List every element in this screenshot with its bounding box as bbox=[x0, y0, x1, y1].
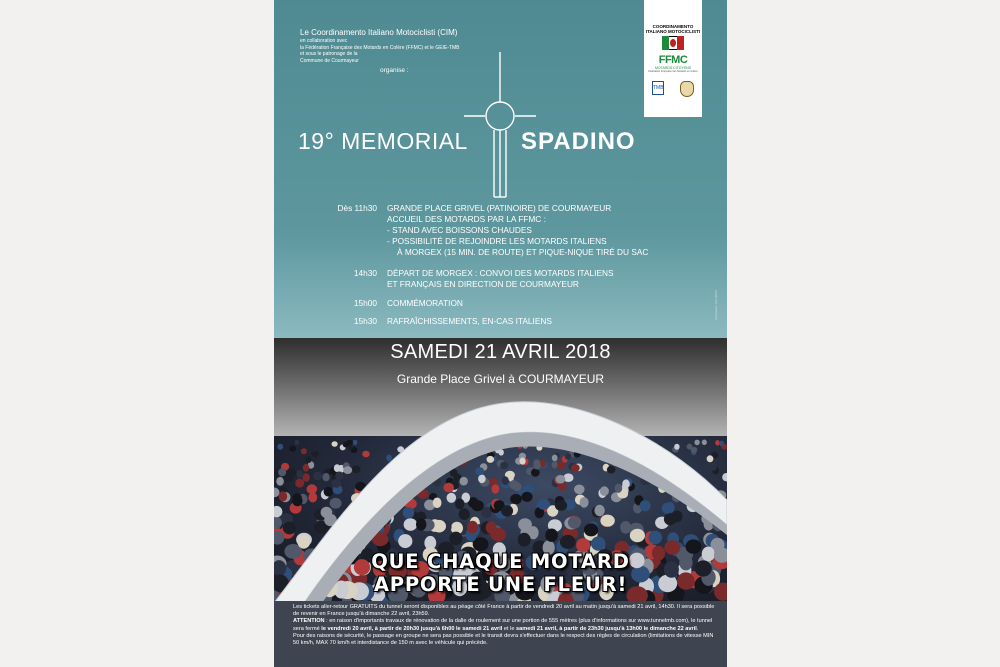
memorial-cross-icon bbox=[464, 52, 536, 202]
schedule-line: ET FRANÇAIS EN DIRECTION DE COURMAYEUR bbox=[387, 279, 579, 289]
ffmc-logo: FFMC bbox=[658, 54, 688, 66]
event-date: SAMEDI 21 AVRIL 2018 bbox=[390, 341, 611, 363]
footer-paragraph: Les tickets aller-retour GRATUITS du tunnel seront disponibles au péage côté France à partir de vendredi 20 avril au matin jusqu'à samedi 21 avril, 14h30. Il sera possible de revenir en France jusqu'à dimanche 22 avril, 23h59. bbox=[293, 604, 715, 618]
schedule-line: - POSSIBILITÉ DE REJOINDRE LES MOTARDS ITALIENS bbox=[387, 236, 607, 246]
footer-text: et le bbox=[502, 625, 517, 632]
attention-label: ATTENTION bbox=[293, 618, 325, 625]
schedule-time: 14h30 bbox=[353, 268, 377, 278]
schedule-time: Dès 11h30 bbox=[337, 203, 377, 213]
footer-paragraph-attention bbox=[293, 618, 719, 632]
crest-row bbox=[644, 81, 702, 97]
organizer-line: en collaboration avec bbox=[300, 38, 348, 44]
schedule-time: 15h00 bbox=[353, 298, 377, 308]
partner-logos bbox=[644, 0, 702, 117]
cim-logo-line: COORDINAMENTO bbox=[652, 24, 694, 29]
organizer-line: et sous le patronage de la bbox=[300, 51, 358, 57]
schedule-line: - STAND AVEC BOISSONS CHAUDES bbox=[387, 225, 532, 235]
closure-1: le vendredi 20 avril, à partir de 20h30 jusqu'à 6h00 le samedi 21 avril bbox=[321, 625, 503, 632]
schedule-line: GRANDE PLACE GRIVEL (PATINOIRE) DE COURMAYEUR bbox=[387, 203, 612, 213]
organizer-main: Le Coordinamento Italiano Motociclisti (CIM) bbox=[300, 28, 458, 37]
footer-info bbox=[274, 601, 727, 667]
slogan-line-1: QUE CHAQUE MOTARD bbox=[371, 550, 630, 573]
cim-logo-text bbox=[644, 24, 702, 34]
cim-logo-line: ITALIANO MOTOCICLISTI bbox=[645, 29, 701, 34]
schedule-text bbox=[387, 268, 717, 290]
schedule-line: À MORGEX (15 MIN. DE ROUTE) ET PIQUE-NIQUE TIRÉ DU SAC bbox=[397, 247, 649, 257]
slogan-line-2: APPORTE UNE FLEUR! bbox=[373, 573, 628, 596]
footer-paragraph: Pour des raisons de sécurité, le passage en groupe ne sera pas possible et le transit devra s'effectuer dans le respect des règles de circulation (limitations de vitesse MIN 50 km/h, MAX 70 km/h et interdistance de 150 m avec le véhicule qui précède. bbox=[293, 632, 714, 647]
cim-flag-icon bbox=[662, 36, 684, 50]
poster bbox=[274, 0, 727, 667]
title-spadino: SPADINO bbox=[521, 128, 636, 155]
organizer-line: la Fédération Française des Motards en Colère (FFMC) et le GEIE-TMB bbox=[300, 44, 460, 51]
schedule-text bbox=[387, 298, 717, 309]
title-memorial: 19° MEMORIAL bbox=[298, 128, 468, 154]
footer-text: : en raison d'importants travaux de rénovation de la dalle de roulement sur une portion de 555 mètres (plus d'informations sur www.tunnelmb.com), le tunnel sera fermé bbox=[293, 618, 713, 632]
tmb-logo-icon: TMB bbox=[652, 81, 664, 95]
organizer-line: Commune de Courmayeur bbox=[300, 57, 359, 64]
schedule-line: DÉPART DE MORGEX : CONVOI DES MOTARDS ITALIENS bbox=[387, 268, 614, 278]
closure-2: samedi 21 avril, à partir de 23h30 jusqu'à 13h00 le dimanche 22 avril bbox=[516, 625, 697, 632]
ffmc-fullname: Fédération Française des Motards en Colère bbox=[648, 70, 698, 73]
schedule-text bbox=[387, 316, 717, 327]
organise-label: organise : bbox=[380, 67, 409, 74]
ffmc-subtitle: MOTARDS CITOYENS bbox=[654, 66, 692, 70]
courmayeur-crest-icon bbox=[680, 81, 694, 97]
vertical-credit: Impression Typo4Print bbox=[714, 290, 718, 320]
schedule-line: RAFRAÎCHISSEMENTS, EN-CAS ITALIENS bbox=[387, 316, 552, 326]
schedule-time: 15h30 bbox=[353, 316, 377, 326]
schedule-line: ACCUEIL DES MOTARDS PAR LA FFMC : bbox=[387, 214, 546, 224]
schedule-text bbox=[387, 203, 717, 258]
schedule-line: COMMÉMORATION bbox=[387, 298, 463, 308]
event-place: Grande Place Grivel à COURMAYEUR bbox=[396, 372, 605, 386]
footer-text: . bbox=[696, 625, 699, 632]
